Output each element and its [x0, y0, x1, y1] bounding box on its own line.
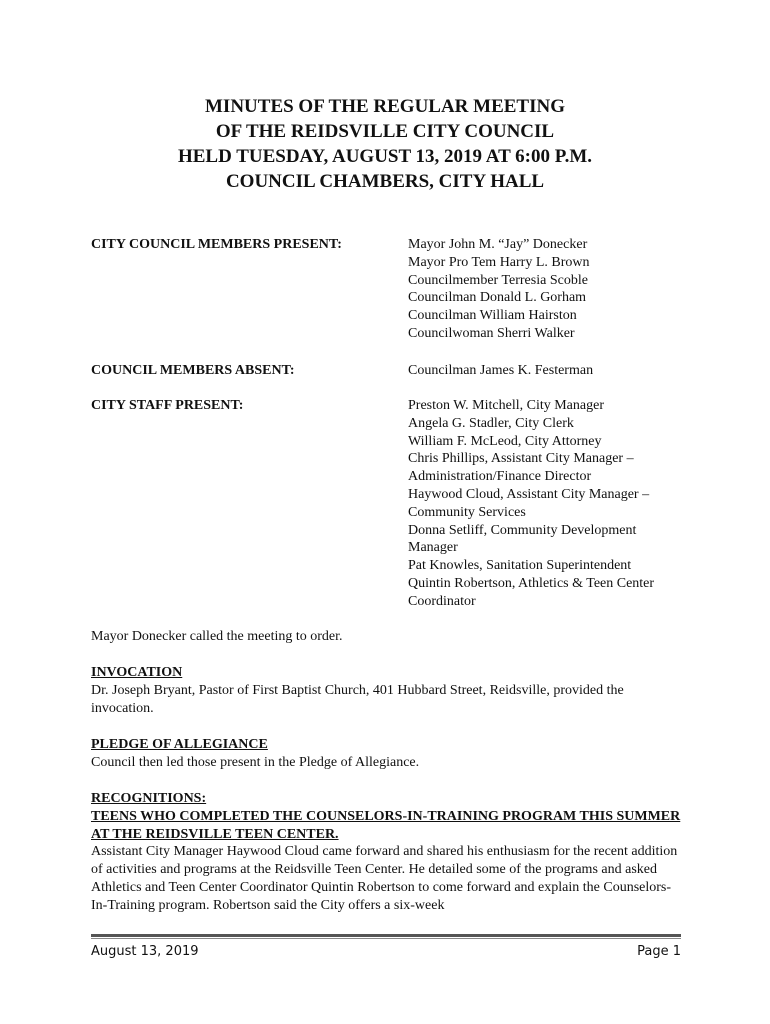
footer-page-number: Page 1: [637, 944, 681, 959]
staff-line: Haywood Cloud, Assistant City Manager –: [408, 486, 650, 502]
title-line-2: OF THE REIDSVILLE CITY COUNCIL: [215, 121, 555, 142]
staff-line: Quintin Robertson, Athletics & Teen Center: [408, 575, 655, 591]
staff-line: Coordinator: [408, 593, 476, 609]
staff-present-list: [408, 397, 683, 611]
invocation-section: [91, 664, 681, 717]
staff-line: William F. McLeod, City Attorney: [408, 433, 602, 449]
title-line-1: MINUTES OF THE REGULAR MEETING: [205, 96, 565, 117]
pledge-text: Council then led those present in the Pledge of Allegiance.: [91, 754, 420, 770]
recognitions-section: [91, 790, 681, 915]
title-line-3: HELD TUESDAY, AUGUST 13, 2019 AT 6:00 P.M.: [177, 146, 593, 167]
member-name: Councilman Donald L. Gorham: [408, 290, 587, 306]
footer-date: August 13, 2019: [91, 944, 199, 959]
recognitions-text: Assistant City Manager Haywood Cloud came forward and shared his enthusiasm for the recent addition of activities and programs at the Reidsville Teen Center. He detailed some of the programs and asked Athletics and Teen Center Coordinator Quintin Robertson to come forward and explain the Counselors-In-Training program. Robertson said the City offers a six-week: [91, 844, 678, 913]
invocation-text: Dr. Joseph Bryant, Pastor of First Baptist Church, 401 Hubbard Street, Reidsville, provided the invocation.: [91, 682, 624, 716]
member-name: Mayor Pro Tem Harry L. Brown: [408, 254, 590, 270]
document-title: [0, 94, 770, 194]
members-absent-list: [408, 362, 683, 380]
member-name: Councilman James K. Festerman: [408, 363, 594, 378]
staff-line: Administration/Finance Director: [408, 469, 592, 485]
staff-line: Pat Knowles, Sanitation Superintendent: [408, 558, 632, 574]
staff-line: Angela G. Stadler, City Clerk: [408, 415, 574, 431]
members-present-list: [408, 236, 683, 343]
footer-divider: [91, 934, 681, 937]
staff-present-label: CITY STAFF PRESENT:: [91, 398, 244, 413]
members-present-label: CITY COUNCIL MEMBERS PRESENT:: [91, 237, 342, 252]
footer-divider-thin: [91, 938, 681, 939]
member-name: Councilwoman Sherri Walker: [408, 325, 575, 341]
member-name: Mayor John M. “Jay” Donecker: [408, 237, 588, 252]
recognitions-subheading: TEENS WHO COMPLETED THE COUNSELORS-IN-TRAINING PROGRAM THIS SUMMER AT THE REIDSVILLE TEEN CENTER.: [91, 808, 681, 842]
pledge-section: [91, 736, 681, 772]
call-to-order-text: Mayor Donecker called the meeting to order.: [91, 629, 343, 644]
staff-line: Manager: [408, 540, 458, 556]
recognitions-heading: RECOGNITIONS:: [91, 791, 207, 806]
call-to-order: [91, 628, 681, 646]
staff-line: Chris Phillips, Assistant City Manager –: [408, 451, 634, 467]
invocation-heading: INVOCATION: [91, 665, 183, 680]
member-name: Councilmember Terresia Scoble: [408, 272, 588, 288]
staff-line: Donna Setliff, Community Development: [408, 522, 637, 538]
staff-line: Community Services: [408, 504, 526, 520]
pledge-heading: PLEDGE OF ALLEGIANCE: [91, 737, 268, 752]
members-absent-label: COUNCIL MEMBERS ABSENT:: [91, 363, 295, 378]
title-line-4: COUNCIL CHAMBERS, CITY HALL: [225, 171, 545, 192]
staff-line: Preston W. Mitchell, City Manager: [408, 398, 604, 413]
member-name: Councilman William Hairston: [408, 308, 577, 324]
